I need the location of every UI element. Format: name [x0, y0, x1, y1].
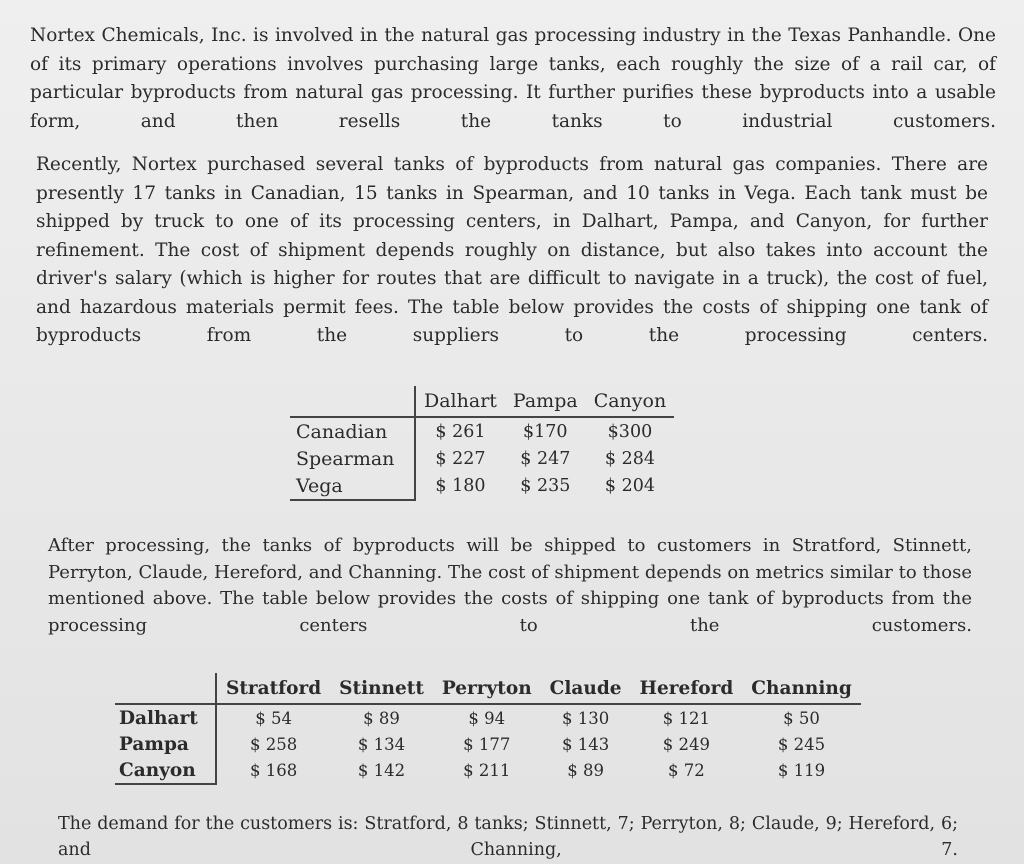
- table-row: [115, 757, 861, 784]
- table-corner: [290, 386, 415, 417]
- after-processing-paragraph: After processing, the tanks of byproducts will be shipped to customers in Stratford, Stinnett, Perryton, Claude, Hereford, and Channing. The cost of shipment depends on metrics similar to those mentioned above. The table below provides the costs of shipping one tank of byproducts from the processing centers to the customers.: [48, 535, 972, 636]
- column-header: Stratford: [216, 673, 330, 704]
- table-row: [115, 731, 861, 757]
- cost-cell: $ 180: [435, 476, 486, 496]
- cost-cell: $ 143: [561, 734, 610, 754]
- table-corner: [115, 673, 216, 704]
- customer-cost-table: [115, 673, 861, 785]
- column-header: Canyon: [586, 386, 675, 417]
- cost-cell: $ 94: [468, 708, 506, 728]
- table-row: [290, 472, 674, 500]
- cost-cell: $ 54: [255, 708, 292, 728]
- table-row: [115, 704, 861, 731]
- row-header: Spearman: [290, 445, 415, 472]
- table-row: [290, 445, 674, 472]
- table-header-row: [115, 673, 861, 704]
- supplier-cost-table: [290, 386, 674, 501]
- cost-cell: $ 50: [783, 708, 820, 728]
- row-header: Canadian: [290, 417, 415, 445]
- cost-cell: $ 249: [662, 734, 711, 754]
- table-header-row: [290, 386, 674, 417]
- cost-cell: $ 211: [463, 761, 511, 780]
- cost-cell: $ 177: [463, 734, 511, 754]
- cost-cell: $ 258: [249, 734, 298, 754]
- cost-cell: $ 130: [561, 708, 610, 728]
- demand-paragraph: The demand for the customers is: Stratford, 8 tanks; Stinnett, 7; Perryton, 8; Claude, 9; Hereford, 6; and Channing, 7.: [58, 814, 958, 860]
- cost-cell: $ 235: [520, 476, 571, 496]
- cost-cell: $300: [607, 421, 653, 442]
- cost-cell: $ 119: [777, 761, 826, 780]
- cost-cell: $ 168: [249, 761, 298, 780]
- cost-cell: $ 121: [662, 708, 711, 728]
- cost-cell: $ 72: [668, 761, 705, 780]
- table-row: [290, 417, 674, 445]
- column-header: Claude: [541, 673, 631, 704]
- cost-cell: $ 227: [435, 448, 486, 469]
- cost-cell: $ 245: [777, 734, 826, 754]
- cost-cell: $ 134: [357, 734, 406, 754]
- cost-cell: $ 89: [567, 761, 604, 780]
- intro-paragraph: Nortex Chemicals, Inc. is involved in the natural gas processing industry in the Texas Panhandle. One of its primary operations involves purchasing large tanks, each roughly the size of a rail car, of particular byproducts from natural gas processing. It further purifies these byproducts into a usable form, and then resells the tanks to industrial customers.: [30, 25, 996, 132]
- column-header: Channing: [742, 673, 860, 704]
- column-header: Hereford: [631, 673, 743, 704]
- column-header: Perryton: [433, 673, 541, 704]
- column-header: Dalhart: [415, 386, 505, 417]
- row-header: Canyon: [115, 757, 216, 784]
- cost-cell: $ 284: [604, 448, 655, 469]
- cost-cell: $ 89: [363, 708, 400, 728]
- cost-cell: $ 247: [520, 448, 571, 469]
- cost-cell: $170: [523, 421, 568, 442]
- row-header: Pampa: [115, 731, 216, 757]
- row-header: Dalhart: [115, 704, 216, 731]
- purchase-paragraph: Recently, Nortex purchased several tanks of byproducts from natural gas companies. There are presently 17 tanks in Canadian, 15 tanks in Spearman, and 10 tanks in Vega. Each tank must be shipped by truck to one of its processing centers, in Dalhart, Pampa, and Canyon, for further refinement. The cost of shipment depends roughly on distance, but also takes into account the driver's salary (which is higher for routes that are difficult to navigate in a truck), the cost of fuel, and hazardous materials permit fees. The table below provides the costs of shipping one tank of byproducts from the suppliers to the processing centers.: [36, 154, 988, 346]
- row-header: Vega: [290, 472, 415, 500]
- cost-cell: $ 261: [435, 421, 486, 442]
- cost-cell: $ 142: [357, 761, 406, 780]
- cost-cell: $ 204: [604, 476, 655, 496]
- column-header: Pampa: [505, 386, 586, 417]
- column-header: Stinnett: [330, 673, 433, 704]
